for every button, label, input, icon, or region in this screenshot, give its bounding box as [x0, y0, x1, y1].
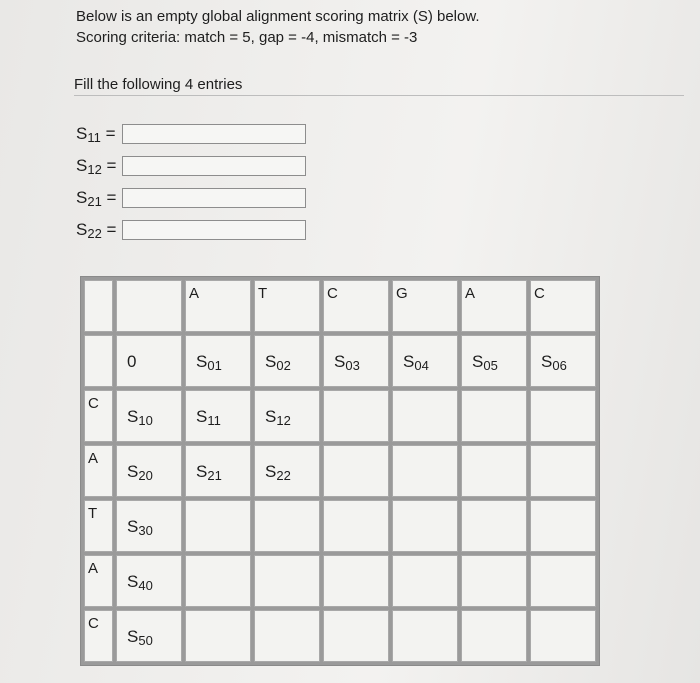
- matrix-cell: $S_{40}$: [116, 555, 182, 607]
- matrix-cell: [323, 555, 389, 607]
- matrix-cell: [530, 390, 596, 442]
- matrix-cell: [530, 610, 596, 662]
- matrix-cell: $S_{05}$: [461, 335, 527, 387]
- top-seq-cell: C: [530, 280, 596, 332]
- matrix-cell: [392, 555, 458, 607]
- origin-cell: 0: [116, 335, 182, 387]
- top-seq-cell: A: [461, 280, 527, 332]
- corner-cell-2: [116, 280, 182, 332]
- entry-label-s22: $S_{22}$ =: [76, 219, 117, 241]
- matrix-cell: [323, 610, 389, 662]
- matrix-cell: [392, 445, 458, 497]
- matrix-cell: [254, 610, 320, 662]
- matrix-row-1: [84, 390, 596, 442]
- s12-input[interactable]: [122, 156, 306, 176]
- intro-line-2: Scoring criteria: match = 5, gap = -4, mismatch = -3: [76, 29, 418, 46]
- matrix-cell: $S_{02}$: [254, 335, 320, 387]
- entry-s22: [76, 219, 306, 241]
- matrix-cell: $S_{50}$: [116, 610, 182, 662]
- instructions: [76, 6, 480, 48]
- matrix-cell: [530, 555, 596, 607]
- scoring-matrix: [80, 276, 600, 666]
- entry-list: [76, 123, 306, 251]
- matrix-cell: $S_{04}$: [392, 335, 458, 387]
- matrix-cell: [323, 445, 389, 497]
- top-seq-cell: T: [254, 280, 320, 332]
- matrix-cell: [185, 555, 251, 607]
- matrix-cell: $S_{03}$: [323, 335, 389, 387]
- matrix-cell: $S_{30}$: [116, 500, 182, 552]
- header-row: [84, 280, 596, 332]
- left-seq-cell: C: [84, 610, 113, 662]
- s22-input[interactable]: [122, 220, 306, 240]
- entry-label-s12: $S_{12}$ =: [76, 155, 117, 177]
- matrix-cell: [254, 500, 320, 552]
- top-seq-cell: G: [392, 280, 458, 332]
- entry-s11: [76, 123, 306, 145]
- matrix-cell: $S_{06}$: [530, 335, 596, 387]
- matrix-cell: [530, 500, 596, 552]
- matrix-cell: [185, 500, 251, 552]
- top-seq-cell: C: [323, 280, 389, 332]
- matrix-cell: [185, 610, 251, 662]
- matrix-cell: [461, 390, 527, 442]
- left-seq-cell: T: [84, 500, 113, 552]
- matrix-cell: $S_{12}$: [254, 390, 320, 442]
- matrix-cell: [530, 445, 596, 497]
- matrix-cell: [254, 555, 320, 607]
- left-seq-cell: C: [84, 390, 113, 442]
- matrix-row-0: [84, 335, 596, 387]
- left-seq-cell: A: [84, 445, 113, 497]
- corner-cell: [84, 280, 113, 332]
- matrix-cell: $S_{10}$: [116, 390, 182, 442]
- matrix-cell: [392, 610, 458, 662]
- matrix-cell: [323, 500, 389, 552]
- matrix-cell: [392, 500, 458, 552]
- matrix-row-4: [84, 555, 596, 607]
- matrix-cell: [323, 390, 389, 442]
- left-seq-cell: A: [84, 555, 113, 607]
- matrix-cell: [461, 445, 527, 497]
- top-seq-cell: A: [185, 280, 251, 332]
- intro-line-1: Below is an empty global alignment scoring matrix (S) below.: [76, 8, 480, 25]
- matrix-cell: $S_{01}$: [185, 335, 251, 387]
- empty-cell: [84, 335, 113, 387]
- entry-s12: [76, 155, 306, 177]
- matrix-cell: [461, 555, 527, 607]
- entry-s21: [76, 187, 306, 209]
- matrix-cell: [461, 500, 527, 552]
- entry-label-s11: $S_{11}$ =: [76, 123, 116, 145]
- matrix-cell: $S_{22}$: [254, 445, 320, 497]
- matrix-cell: $S_{20}$: [116, 445, 182, 497]
- matrix-cell: $S_{21}$: [185, 445, 251, 497]
- s21-input[interactable]: [122, 188, 306, 208]
- matrix-row-5: [84, 610, 596, 662]
- s11-input[interactable]: [122, 124, 306, 144]
- matrix-cell: [461, 610, 527, 662]
- matrix-row-3: [84, 500, 596, 552]
- entry-label-s21: $S_{21}$ =: [76, 187, 117, 209]
- fill-heading: Fill the following 4 entries: [74, 76, 684, 96]
- matrix-row-2: [84, 445, 596, 497]
- matrix-cell: $S_{11}$: [185, 390, 251, 442]
- matrix-cell: [392, 390, 458, 442]
